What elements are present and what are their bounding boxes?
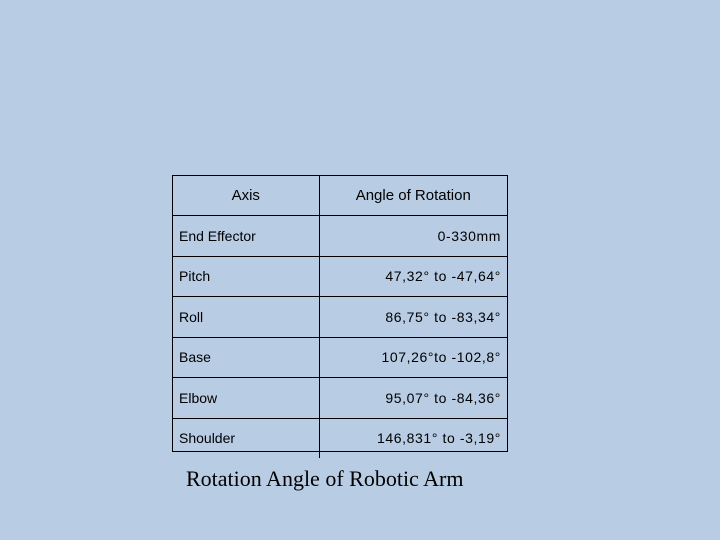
rotation-table — [172, 175, 508, 452]
axis-cell: End Effector — [179, 227, 256, 244]
header-angle-of-rotation: Angle of Rotation — [319, 176, 507, 216]
axis-cell: Roll — [173, 297, 319, 338]
angle-cell: 146,831° to -3,19° — [319, 418, 507, 458]
angle-cell: 47,32° to -47,64° — [319, 256, 507, 297]
table-row — [173, 378, 507, 419]
table-row — [173, 297, 507, 338]
axis-cell: Elbow — [173, 378, 319, 419]
table-row — [173, 216, 507, 257]
angle-cell: 86,75° to -83,34° — [319, 297, 507, 338]
axis-cell: Shoulder — [173, 418, 319, 458]
table-row — [173, 337, 507, 378]
table-header-row — [173, 176, 507, 216]
table-row — [173, 418, 507, 458]
angle-cell: 107,26°to -102,8° — [319, 337, 507, 378]
axis-cell: Base — [173, 337, 319, 378]
header-axis: Axis — [173, 176, 319, 216]
table-caption: Rotation Angle of Robotic Arm — [186, 466, 464, 491]
rotation-table-grid — [173, 176, 507, 458]
axis-cell: Pitch — [173, 256, 319, 297]
table-row — [173, 256, 507, 297]
angle-cell: 0-330mm — [319, 216, 507, 257]
angle-cell: 95,07° to -84,36° — [319, 378, 507, 419]
